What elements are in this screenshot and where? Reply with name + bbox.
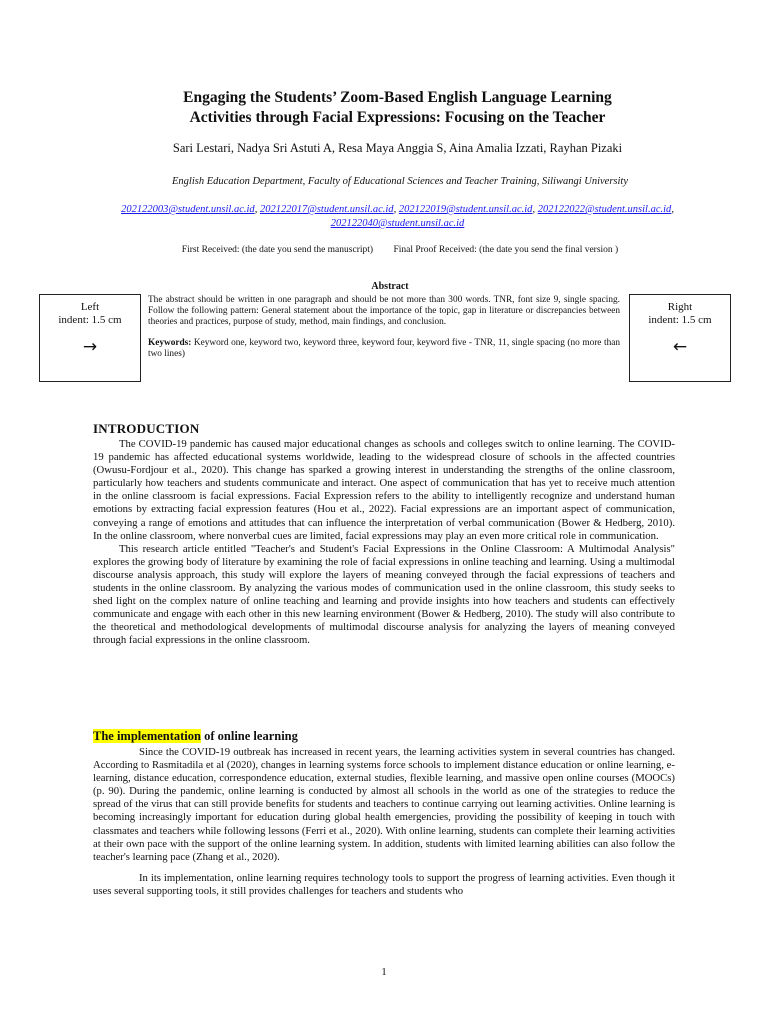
- title-line-2: Activities through Facial Expressions: Focusing on the Teacher: [189, 109, 606, 126]
- paragraph: This research article entitled "Teacher's and Student's Facial Expressions in the Online Classroom: A Multimodal Analysis" explores the growing body of literature by examining the role of facial expressions in online teaching and learning. Using a multimodal discourse analysis approach, this study will explore the layers of meaning conveyed through the facial expressions of teachers and students in the online classroom. By analyzing the various modes of communication used in the online classroom, this study seeks to shed light on the complex nature of online teaching and learning and provide insights into how teachers and students can effectively communicate and engage with each other in this new learning environment (Bower & Hedberg, 2010). The study will also contribute to the theoretical and methodological developments of multimodal discourse analysis for analyzing the layers of meaning conveyed through facial expressions in the online classroom.: [93, 542, 675, 647]
- keywords: [148, 338, 620, 360]
- keywords-label: Keywords:: [148, 337, 192, 348]
- email-separator: ,: [532, 204, 538, 215]
- email-link[interactable]: 202122017@student.unsil.ac.id: [259, 204, 394, 215]
- first-received: First Received: (the date you send the manuscript): [181, 245, 374, 255]
- abstract-text: The abstract should be written in one paragraph and should be not more than 300 words. TNR, font size 9, single spacing. Follow the following pattern: General statement about the importance of the topic, gap in literature or discrepancies between theories and practices, purpose of study, method, main findings, and conclusion.: [148, 295, 620, 328]
- paragraph: The COVID-19 pandemic has caused major educational changes as schools and colleges switch to online learning. The COVID-19 pandemic has affected educational systems worldwide, leading to the widespread closure of schools in the affected countries (Owusu-Fordjour et al., 2020). This change has sparked a growing interest in understanding the strengths of the online classroom, particularly how teachers and students communicate and interact. One aspect of communication that has yet to receive much attention in the online classroom is facial expressions. Facial Expression refers to the ability to intelligently recognize and understand human emotions by extracting facial expression features (Hou et al., 2022). Facial expressions are an important aspect of communication, conveying a range of emotions and attitudes that can influence the interpretation of verbal communication (Bower & Hedberg, 2010). In the online classroom, where nonverbal cues are limited, facial expressions may play an even more critical role in communication.: [93, 438, 675, 542]
- right-indent-value: indent: 1.5 cm: [648, 314, 712, 326]
- email-link[interactable]: 202122003@student.unsil.ac.id: [121, 204, 255, 215]
- email-separator: ,: [671, 204, 674, 215]
- keywords-text: Keyword one, keyword two, keyword three, keyword four, keyword five - TNR, 11, single spacing (no more than two lines): [148, 337, 620, 359]
- left-indent-label: Left: [80, 301, 100, 313]
- arrow-right-icon: →: [82, 337, 98, 357]
- affiliation: English Education Department, Faculty of Educational Sciences and Teacher Training, Siliwangi University: [171, 176, 629, 187]
- introduction-body: [93, 438, 675, 648]
- abstract-body: [148, 295, 620, 360]
- email-separator: ,: [254, 204, 260, 215]
- left-indent-note: [39, 294, 141, 382]
- email-list: [120, 203, 675, 231]
- left-indent-value: indent: 1.5 cm: [58, 314, 122, 326]
- highlighted-text: The implementation: [93, 729, 201, 743]
- email-link[interactable]: 202122040@student.unsil.ac.id: [330, 218, 465, 229]
- subheading-rest: of online learning: [200, 729, 298, 743]
- final-proof-received: Final Proof Received: (the date you send the final version ): [393, 245, 619, 255]
- email-link[interactable]: 202122019@student.unsil.ac.id: [398, 204, 533, 215]
- paragraph: Since the COVID-19 outbreak has increased in recent years, the learning activities system in several countries has changed. According to Rasmitadila et al (2020), changes in learning systems force schools to implement distance education or online learning, e-learning, distance education, correspondence education, external studies, flexible learning, and massive open online courses (MOOCs) (p. 90). During the pandemic, online learning is conducted by almost all schools in the world as one of the strategies to reduce the spread of the virus that can still provide benefits for students and teachers to continue carrying out learning activities. Online learning is becoming increasingly important for education during global health emergencies, providing the possibility of keeping in touch with classmates and teachers while following lessons (Ferri et al., 2020). With online learning, students can complete their learning activities at their own pace with the support of the online learning system. In addition, students with limited learning abilities can also follow the teacher's learning pace (Zhang et al., 2020).: [93, 746, 675, 863]
- email-separator: ,: [393, 204, 399, 215]
- abstract-heading: Abstract: [371, 281, 409, 292]
- section-heading-introduction: INTRODUCTION: [93, 421, 200, 436]
- email-link[interactable]: 202122022@student.unsil.ac.id: [537, 204, 672, 215]
- right-indent-note: [629, 294, 731, 382]
- page-number: 1: [381, 966, 387, 978]
- subheading-implementation: [93, 729, 298, 744]
- arrow-left-icon: ←: [672, 337, 688, 357]
- received-dates: [100, 244, 700, 257]
- author-list: Sari Lestari, Nadya Sri Astuti A, Resa Maya Anggia S, Aina Amalia Izzati, Rayhan Pizaki: [172, 141, 623, 155]
- implementation-body: [93, 746, 675, 898]
- paragraph: In its implementation, online learning requires technology tools to support the progress of learning activities. Even though it uses several supporting tools, it still provides challenges for teachers and students who: [93, 871, 675, 897]
- title-line-1: Engaging the Students’ Zoom-Based English Language Learning: [183, 89, 612, 106]
- paper-title: [120, 88, 675, 128]
- right-indent-label: Right: [667, 301, 693, 313]
